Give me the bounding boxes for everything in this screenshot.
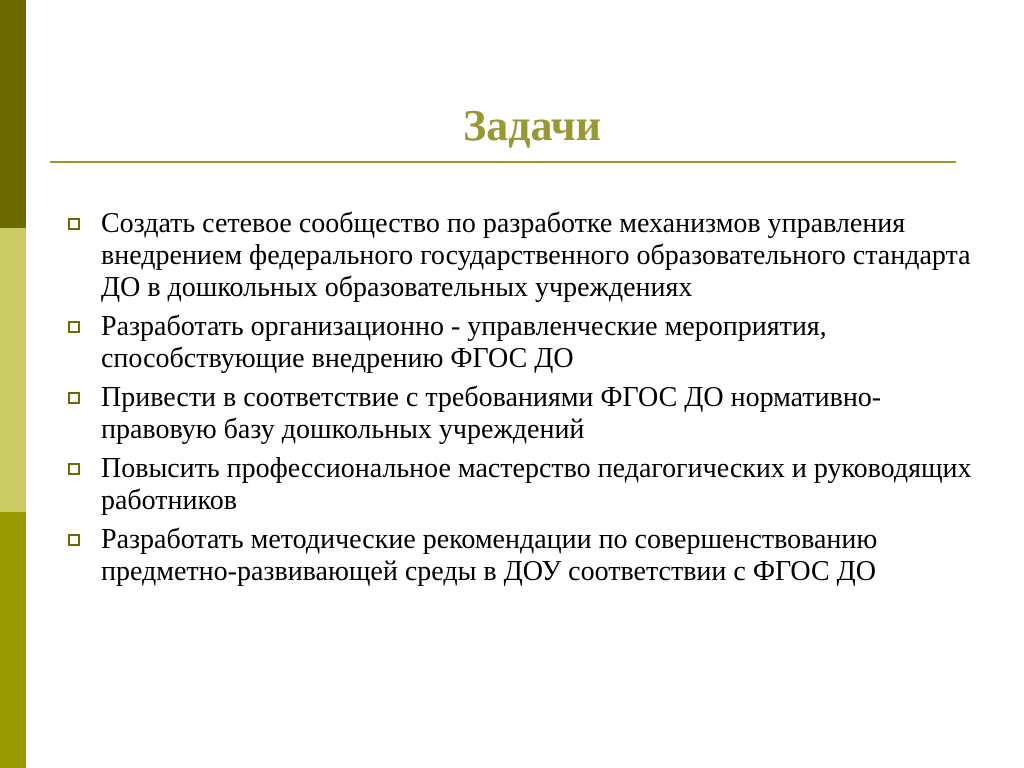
slide-title: Задачи [463, 101, 601, 150]
bullet-item [64, 382, 974, 446]
bullet-text: Привести в соответствие с требованиями ФГОС ДО нормативно-правовую базу дошкольных учреждений [101, 382, 882, 445]
bullet-item [64, 524, 974, 588]
title-divider [50, 161, 956, 163]
sidebar-stripe-light [0, 228, 26, 512]
sidebar-stripe-dark [0, 0, 26, 228]
bullet-text: Разработать методические рекомендации по совершенствованию предметно-развивающей среды в ДОУ соответствии с ФГОС ДО [101, 524, 878, 587]
hollow-square-bullet-icon [68, 218, 80, 230]
hollow-square-bullet-icon [68, 392, 80, 404]
hollow-square-bullet-icon [68, 321, 80, 333]
bullet-item [64, 453, 974, 517]
hollow-square-bullet-icon [68, 534, 80, 546]
sidebar-stripe-olive [0, 512, 26, 768]
bullet-text: Разработать организационно - управленческие мероприятия, способствующие внедрению ФГОС ДО [101, 311, 827, 374]
bullet-item [64, 208, 974, 304]
bullet-list [64, 208, 974, 595]
bullet-text: Повысить профессиональное мастерство педагогических и руководящих работников [101, 453, 972, 516]
hollow-square-bullet-icon [68, 463, 80, 475]
bullet-text: Создать сетевое сообщество по разработке механизмов управления внедрением федерального государственного образовательного стандарта ДО в дошкольных образовательных учреждениях [101, 208, 971, 303]
bullet-item [64, 311, 974, 375]
